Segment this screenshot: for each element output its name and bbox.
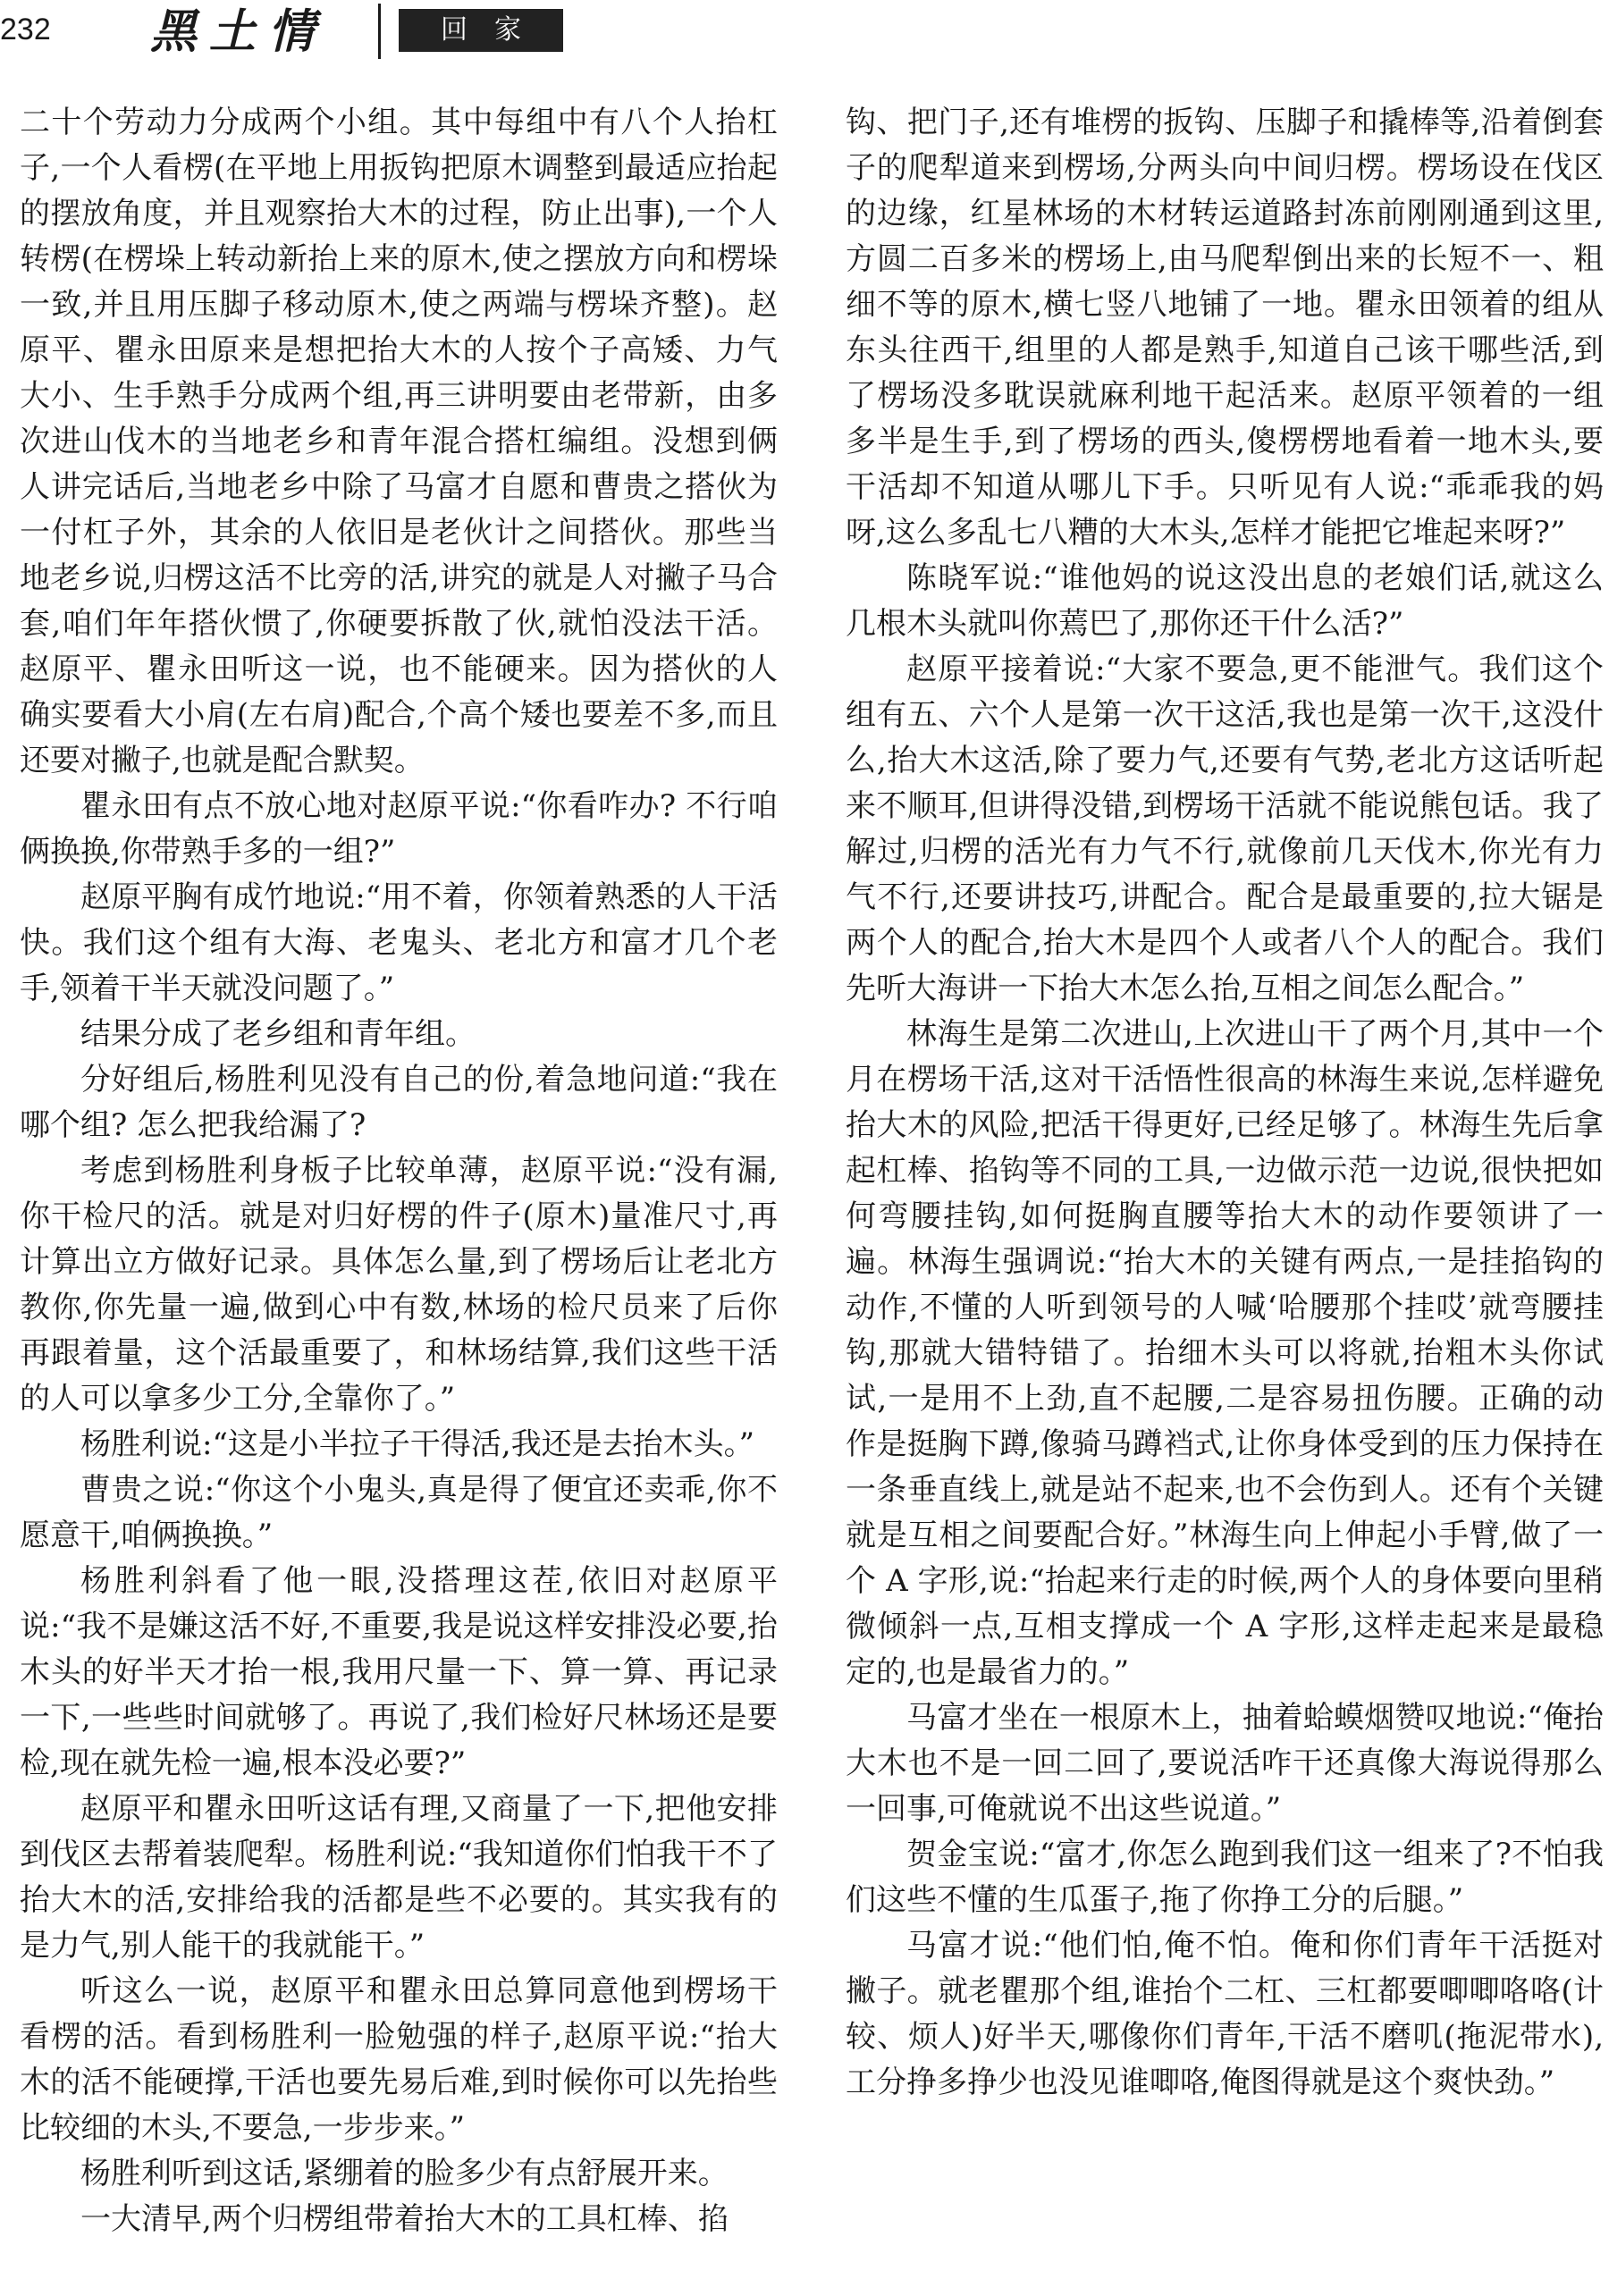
text-column-right [846,100,1604,2290]
paragraph: 林海生是第二次进山,上次进山干了两个月,其中一个月在楞场干活,这对干活悟性很高的林海生来说,怎样避免抬大木的风险,把活干得更好,已经足够了。林海生先后拿起杠棒、掐钩等不同的工具,一边做示范一边说,很快把如何弯腰挂钩,如何挺胸直腰等抬大木的动作要领讲了一遍。林海生强调说:“抬大木的关键有两点,一是挂掐钩的动作,不懂的人听到领号的人喊‘哈腰那个挂哎’就弯腰挂钩,那就大错特错了。抬细木头可以将就,抬粗木头你试试,一是用不上劲,直不起腰,二是容易扭伤腰。正确的动作是挺胸下蹲,像骑马蹲裆式,让你身体受到的压力保持在一条垂直线上,就是站不起来,也不会伤到人。还有个关键就是互相之间要配合好。”林海生向上伸起小手臂,做了一个 A 字形,说:“抬起来行走的时候,两个人的身体要向里稍微倾斜一点,互相支撑成一个 A 字形,这样走起来是最稳定的,也是最省力的。” [846,1016,1604,1690]
paragraph: 赵原平胸有成竹地说:“用不着，你领着熟悉的人干活快。我们这个组有大海、老鬼头、老北方和富才几个老手,领着干半天就没问题了。” [20,879,778,1006]
paragraph: 一大清早,两个归楞组带着抬大木的工具杠棒、掐 [80,2201,729,2237]
paragraph: 赵原平接着说:“大家不要急,更不能泄气。我们这个组有五、六个人是第一次干这活,我也是第一次干,这没什么,抬大木这活,除了要力气,还要有气势,老北方这话听起来不顺耳,但讲得没错,到楞场干活就不能说熊包话。我了解过,归楞的活光有力气不行,就像前几天伐木,你光有力气不行,还要讲技巧,讲配合。配合是最重要的,拉大锯是两个人的配合,抬大木是四个人或者八个人的配合。我们先听大海讲一下抬大木怎么抬,互相之间怎么配合。” [846,652,1604,1006]
paragraph: 马富才坐在一根原木上，抽着蛤蟆烟赞叹地说:“俺抬大木也不是一回二回了,要说活咋干还真像大海说得那么一回事,可俺就说不出这些说道。” [846,1700,1604,1827]
paragraph: 杨胜利听到这话,紧绷着的脸多少有点舒展开来。 [80,2156,729,2191]
paragraph: 杨胜利说:“这是小半拉子干得活,我还是去抬木头。” [80,1426,755,1462]
section-tag: 回家 [399,9,563,52]
paragraph: 杨胜利斜看了他一眼,没搭理这茬,依旧对赵原平说:“我不是嫌这活不好,不重要,我是说这样安排没必要,抬木头的好半天才抬一根,我用尺量一下、算一算、再记录一下,一些些时间就够了。再说了,我们检好尺林场还是要检,现在就先检一遍,根本没必要?” [20,1563,778,1781]
paragraph: 考虑到杨胜利身板子比较单薄，赵原平说:“没有漏,你干检尺的活。就是对归好楞的件子(原木)量准尺寸,再计算出立方做好记录。具体怎么量,到了楞场后让老北方教你,你先量一遍,做到心中有数,林场的检尺员来了后你再跟着量，这个活最重要了，和林场结算,我们这些干活的人可以拿多少工分,全靠你了。” [20,1153,778,1417]
paragraph: 分好组后,杨胜利见没有自己的份,着急地问道:“我在哪个组? 怎么把我给漏了? [20,1062,778,1143]
paragraph: 贺金宝说:“富才,你怎么跑到我们这一组来了?不怕我们这些不懂的生瓜蛋子,拖了你挣工分的后腿。” [846,1837,1604,1918]
paragraph: 听这么一说，赵原平和瞿永田总算同意他到楞场干看楞的活。看到杨胜利一脸勉强的样子,赵原平说:“抬大木的活不能硬撑,干活也要先易后难,到时候你可以先抬些比较细的木头,不要急,一步步来。” [20,1973,778,2146]
paragraph: 陈晓军说:“谁他妈的说这没出息的老娘们话,就这么几根木头就叫你蔫巴了,那你还干什么活?” [846,560,1604,642]
text-column-left [20,100,778,2290]
paragraph: 二十个劳动力分成两个小组。其中每组中有八个人抬杠子,一个人看楞(在平地上用扳钩把原木调整到最适应抬起的摆放角度，并且观察抬大木的过程，防止出事),一个人转楞(在楞垛上转动新抬上来的原木,使之摆放方向和楞垛一致,并且用压脚子移动原木,使之两端与楞垛齐整)。赵原平、瞿永田原来是想把抬大木的人按个子高矮、力气大小、生手熟手分成两个组,再三讲明要由老带新，由多次进山伐木的当地老乡和青年混合搭杠编组。没想到俩人讲完话后,当地老乡中除了马富才自愿和曹贵之搭伙为一付杠子外，其余的人依旧是老伙计之间搭伙。那些当地老乡说,归楞这活不比旁的活,讲究的就是人对撇子马合套,咱们年年搭伙惯了,你硬要拆散了伙,就怕没法干活。赵原平、瞿永田听这一说，也不能硬来。因为搭伙的人确实要看大小肩(左右肩)配合,个高个矮也要差不多,而且还要对撇子,也就是配合默契。 [20,105,778,778]
page-header [0,0,1609,71]
magazine-title: 黑土情 [150,4,328,59]
paragraph: 钩、把门子,还有堆楞的扳钩、压脚子和撬棒等,沿着倒套子的爬犁道来到楞场,分两头向中间归楞。楞场设在伐区的边缘，红星林场的木材转运道路封冻前刚刚通到这里,方圆二百多米的楞场上,由马爬犁倒出来的长短不一、粗细不等的原木,横七竖八地铺了一地。瞿永田领着的组从东头往西干,组里的人都是熟手,知道自己该干哪些活,到了楞场没多耽误就麻利地干起活来。赵原平领着的一组多半是生手,到了楞场的西头,傻楞楞地看着一地木头,要干活却不知道从哪儿下手。只听见有人说:“乖乖我的妈呀,这么多乱七八糟的大木头,怎样才能把它堆起来呀?” [846,105,1604,551]
paragraph: 曹贵之说:“你这个小鬼头,真是得了便宜还卖乖,你不愿意干,咱俩换换。” [20,1472,778,1553]
paragraph: 瞿永田有点不放心地对赵原平说:“你看咋办? 不行咱俩换换,你带熟手多的一组?” [20,788,778,870]
paragraph: 马富才说:“他们怕,俺不怕。俺和你们青年干活挺对撇子。就老瞿那个组,谁抬个二杠、三杠都要唧唧咯咯(计较、烦人)好半天,哪像你们青年,干活不磨叽(拖泥带水),工分挣多挣少也没见谁唧咯,俺图得就是这个爽快劲。” [846,1928,1604,2100]
paragraph: 赵原平和瞿永田听这话有理,又商量了一下,把他安排到伐区去帮着装爬犁。杨胜利说:“我知道你们怕我干不了抬大木的活,安排给我的活都是些不必要的。其实我有的是力气,别人能干的我就能干。” [20,1791,778,1964]
paragraph: 结果分成了老乡组和青年组。 [80,1016,476,1052]
page-number: 232 [0,13,51,46]
header-divider [378,4,381,59]
